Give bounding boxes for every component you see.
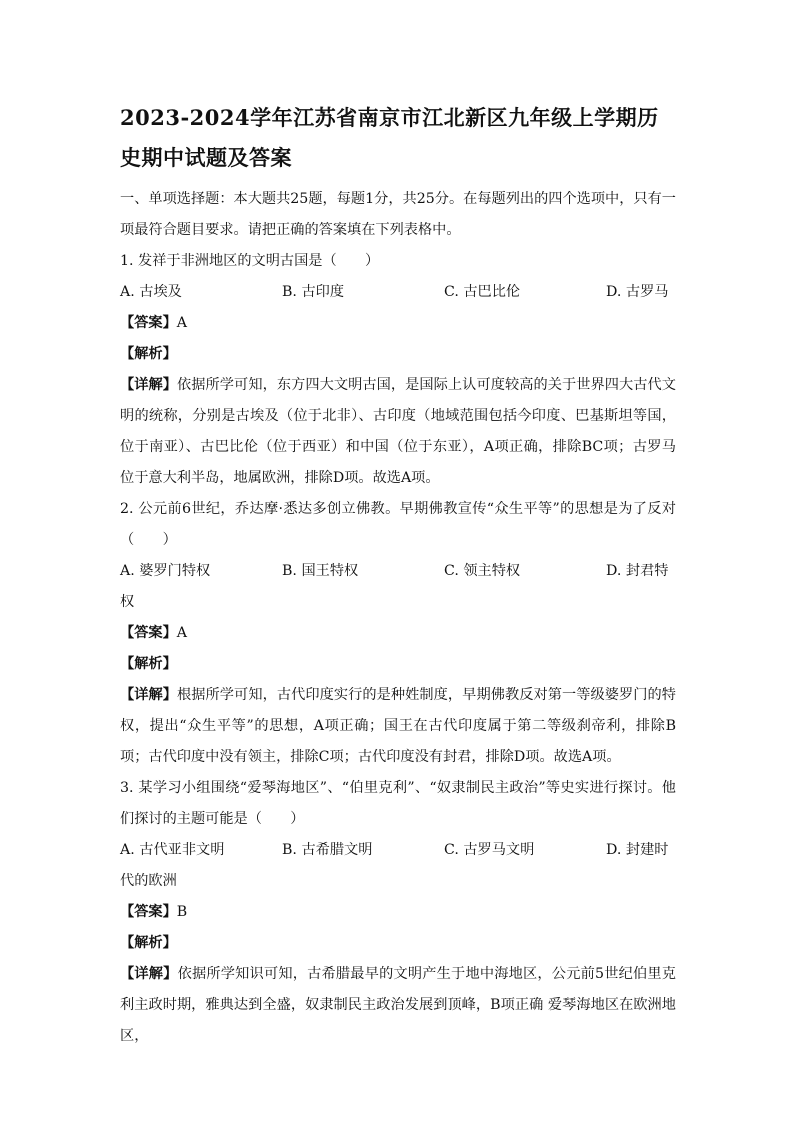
analysis-label: 【解析】 <box>120 656 177 672</box>
analysis-line <box>120 649 676 680</box>
answer-value: B <box>176 904 188 920</box>
option-row <box>120 277 676 308</box>
answer-line <box>120 618 676 649</box>
detail-label: 【详解】 <box>120 966 178 982</box>
answer-label: 【答案】 <box>120 315 177 331</box>
detail-text: 依据所学知识可知，古希腊最早的文明产生于地中海地区，公元前5世纪伯里克利主政时期，雅典达到全盛，奴隶制民主政治发展到顶峰，B项正确 爱琴海地区在欧洲地区， <box>120 966 676 1044</box>
document-title: 2023-2024学年江苏省南京市江北新区九年级上学期历史期中试题及答案 <box>120 105 659 170</box>
detail-paragraph <box>120 959 676 1052</box>
question-2 <box>120 494 676 773</box>
option-a: A. 古代亚非文明 <box>120 842 225 858</box>
detail-label: 【详解】 <box>120 377 178 393</box>
option-c: C. 古巴比伦 <box>444 284 521 300</box>
answer-value: A <box>176 625 188 641</box>
option-b: B. 国王特权 <box>282 563 359 579</box>
analysis-label: 【解析】 <box>120 935 177 951</box>
detail-text: 根据所学可知，古代印度实行的是种姓制度，早期佛教反对第一等级婆罗门的特权，提出“众生平等”的思想，A项正确；国王在古代印度属于第二等级刹帝利，排除B项；古代印度中没有领主，排除C项；古代印度没有封君，排除D项。故选A项。 <box>120 687 676 765</box>
option-a: A. 婆罗门特权 <box>120 563 211 579</box>
section-intro: 一、单项选择题：本大题共25题，每题1分，共25分。在每题列出的四个选项中，只有一项最符合题目要求。请把正确的答案填在下列表格中。 <box>120 191 676 238</box>
option-b: B. 古印度 <box>282 284 345 300</box>
answer-label: 【答案】 <box>120 904 177 920</box>
analysis-line <box>120 339 676 370</box>
answer-value: A <box>176 315 188 331</box>
option-b: B. 古希腊文明 <box>282 842 373 858</box>
option-row <box>120 835 676 866</box>
option-d: D. 古罗马 <box>606 284 669 300</box>
option-a: A. 古埃及 <box>120 284 182 300</box>
detail-paragraph <box>120 370 676 494</box>
answer-label: 【答案】 <box>120 625 177 641</box>
detail-text: 依据所学可知，东方四大文明古国，是国际上认可度较高的关于世界四大古代文明的统称，分别是古埃及（位于北非）、古印度（地域范围包括今印度、巴基斯坦等国，位于南亚）、古巴比伦（位于西亚）和中国（位于东亚），A项正确，排除BC项；古罗马位于意大利半岛，地属欧洲，排除D项。故选A项。 <box>120 377 676 486</box>
option-d: D. 封建时 <box>606 842 669 858</box>
question-stem: 2. 公元前6世纪，乔达摩·悉达多创立佛教。早期佛教宣传“众生平等”的思想是为了反对（ ） <box>120 501 676 548</box>
analysis-label: 【解析】 <box>120 346 177 362</box>
option-c: C. 领主特权 <box>444 563 521 579</box>
answer-line <box>120 308 676 339</box>
option-row <box>120 556 676 587</box>
detail-paragraph <box>120 680 676 773</box>
option-overflow: 权 <box>120 594 135 610</box>
question-3 <box>120 773 676 1052</box>
detail-label: 【详解】 <box>120 687 178 703</box>
analysis-line <box>120 928 676 959</box>
question-stem: 1. 发祥于非洲地区的文明古国是（ ） <box>120 253 380 269</box>
question-1 <box>120 246 676 494</box>
option-d: D. 封君特 <box>606 563 669 579</box>
option-c: C. 古罗马文明 <box>444 842 535 858</box>
option-overflow: 代的欧洲 <box>120 873 177 889</box>
question-stem: 3. 某学习小组围绕“爱琴海地区”、“伯里克利”、“奴隶制民主政治”等史实进行探讨。他们探讨的主题可能是（ ） <box>120 780 676 827</box>
document-page <box>120 98 676 1052</box>
answer-line <box>120 897 676 928</box>
